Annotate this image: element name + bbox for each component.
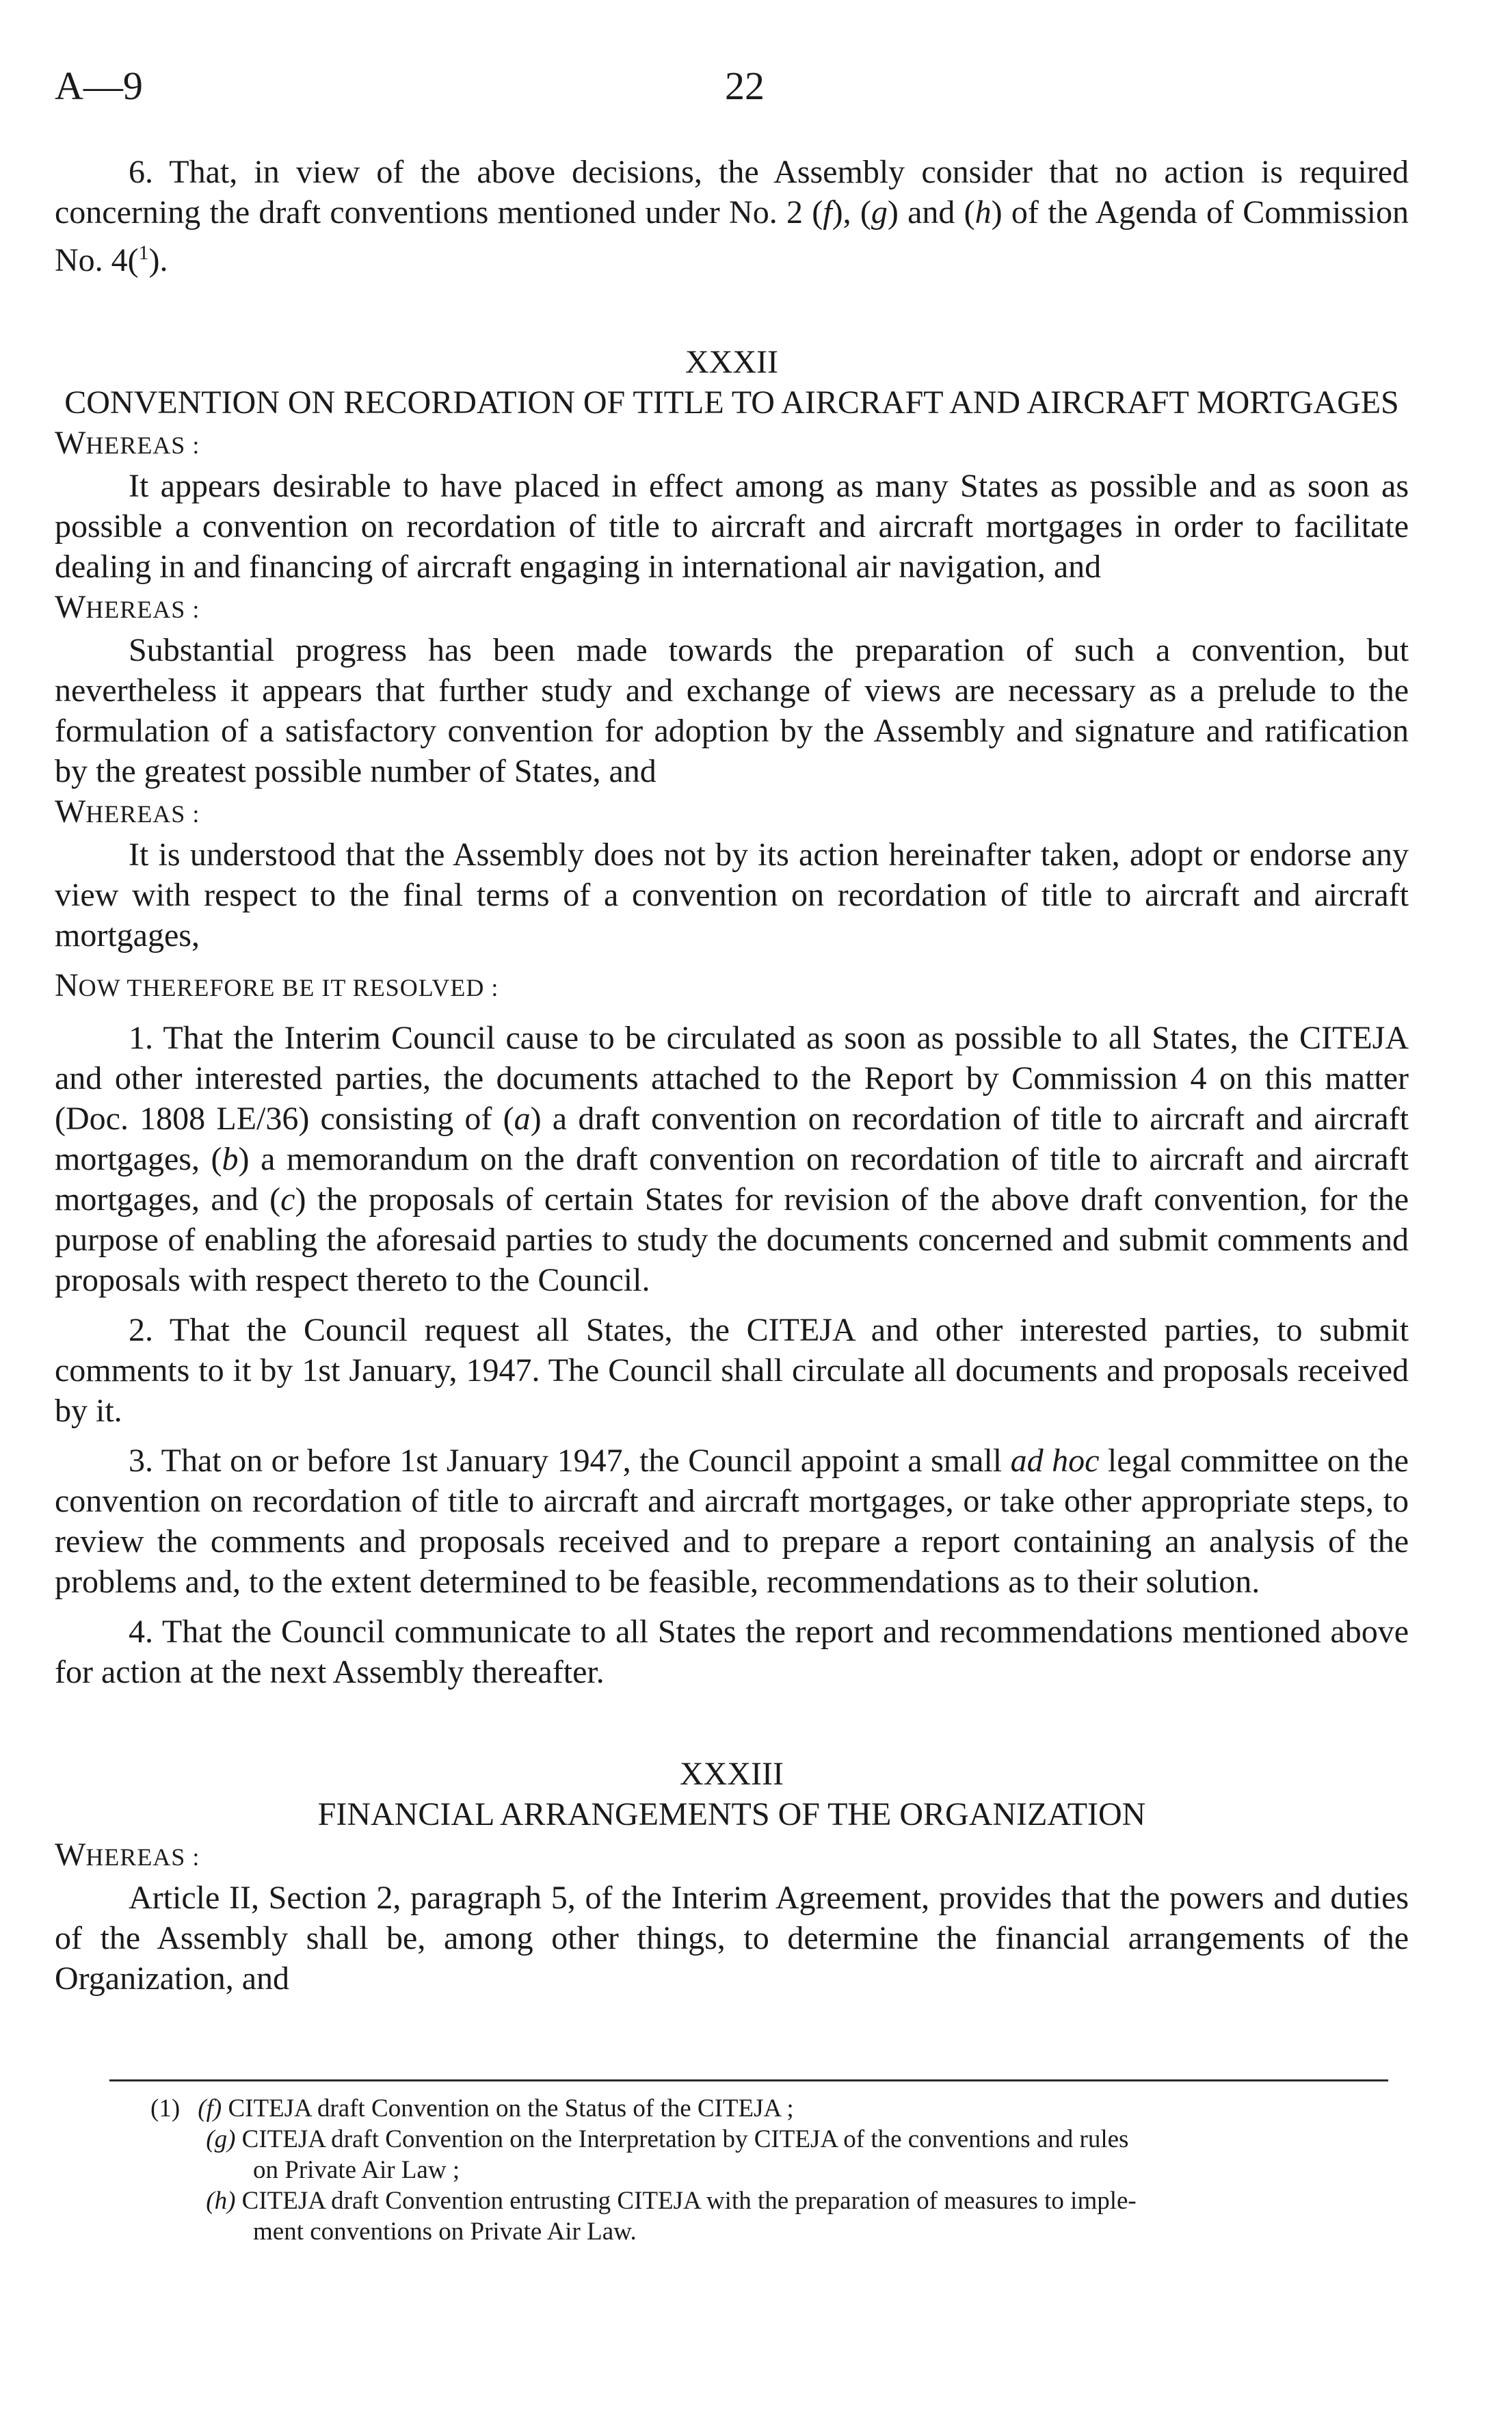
resolution-2: 2. That the Council request all States, the CITEJA and other interested parties, to submit comments to it by 1st January, 1947. The Council shall circulate all documents and proposals received by it. (55, 1312, 1409, 1429)
footnotes (150, 2093, 1395, 2247)
resolution-4: 4. That the Council communicate to all States the report and recommendations mentioned above for action at the next Assembly thereafter. (55, 1614, 1409, 1690)
footnote-divider (109, 2079, 1388, 2081)
paragraph-6: 6. That, in view of the above decisions, the Assembly consider that no action is required concerning the draft conventions mentioned under No. 2 (f), (g) and (h) of the Agenda of Commission No. 4($^1$). (55, 154, 1409, 278)
financial-paragraph-1: Article II, Section 2, paragraph 5, of the Interim Agreement, provides that the powers and duties of the Assembly shall be, among other things, to determine the financial arrangements of the Organization, and (55, 1880, 1409, 1997)
whereas-paragraph-2: Substantial progress has been made towards the preparation of such a convention, but nevertheless it appears that further study and exchange of views are necessary as a prelude to the formulation of a satisfactory convention for adoption by the Assembly and signature and ratification by the greatest possible number of States, and (55, 632, 1409, 789)
section-numeral-32: XXXII (685, 344, 778, 380)
whereas-paragraph-3: It is understood that the Assembly does not by its action hereinafter taken, adopt or endorse any view with respect to the final terms of a convention on recordation of title to aircraft and aircraft mortgages, (55, 837, 1409, 954)
page-number: 22 (725, 64, 765, 108)
whereas-heading: WHEREAS : (55, 425, 200, 461)
whereas-heading: WHEREAS : (55, 793, 200, 830)
section-title-32: CONVENTION ON RECORDATION OF TITLE TO AIRCRAFT AND AIRCRAFT MORTGAGES (64, 384, 1399, 421)
footnote-h-continued: ment conventions on Private Air Law. (253, 2218, 637, 2246)
footnote-h: (h) CITEJA draft Convention entrusting CITEJA with the preparation of measures to imple- (206, 2187, 1137, 2215)
whereas-heading: WHEREAS : (55, 589, 200, 625)
section-numeral-33: XXXIII (680, 1756, 784, 1792)
document-code: A—9 (55, 64, 143, 108)
footnote-ref: 1 (138, 241, 149, 264)
whereas-paragraph-1: It appears desirable to have placed in effect among as many States as possible and as soon as possible a convention on recordation of title to aircraft and aircraft mortgages in order to facilitate dealing in and financing of aircraft engaging in international air navigation, and (55, 468, 1409, 585)
resolution-3: 3. That on or before 1st January 1947, the Council appoint a small ad hoc legal committee on the convention on recordation of title to aircraft and aircraft mortgages, or take other appropriate steps, to review the comments and proposals received and to prepare a report containing an analysis of the problems and, to the extent determined to be feasible, recommendations as to their solution. (55, 1443, 1409, 1600)
footnote-f: (1) (f) CITEJA draft Convention on the Status of the CITEJA ; (150, 2094, 794, 2123)
main-content (55, 152, 1409, 1999)
footnote-g: (g) CITEJA draft Convention on the Interpretation by CITEJA of the conventions and rules (206, 2125, 1129, 2153)
footnote-g-continued: on Private Air Law ; (253, 2156, 460, 2184)
whereas-heading: WHEREAS : (55, 1837, 200, 1873)
resolved-heading: NOW THEREFORE BE IT RESOLVED : (55, 967, 499, 1003)
resolution-1: 1. That the Interim Council cause to be circulated as soon as possible to all States, the CITEJA and other interested parties, the documents attached to the Report by Commission 4 on this matter (Doc. 1808 LE/36) consisting of (a) a draft convention on recordation of title to aircraft and aircraft mortgages, (b) a memorandum on the draft convention on recordation of title to aircraft and aircraft mortgages, and (c) the proposals of certain States for revision of the above draft convention, for the purpose of enabling the aforesaid parties to study the documents concerned and submit comments and proposals with respect thereto to the Council. (55, 1020, 1409, 1298)
section-title-33: FINANCIAL ARRANGEMENTS OF THE ORGANIZATION (317, 1796, 1146, 1832)
